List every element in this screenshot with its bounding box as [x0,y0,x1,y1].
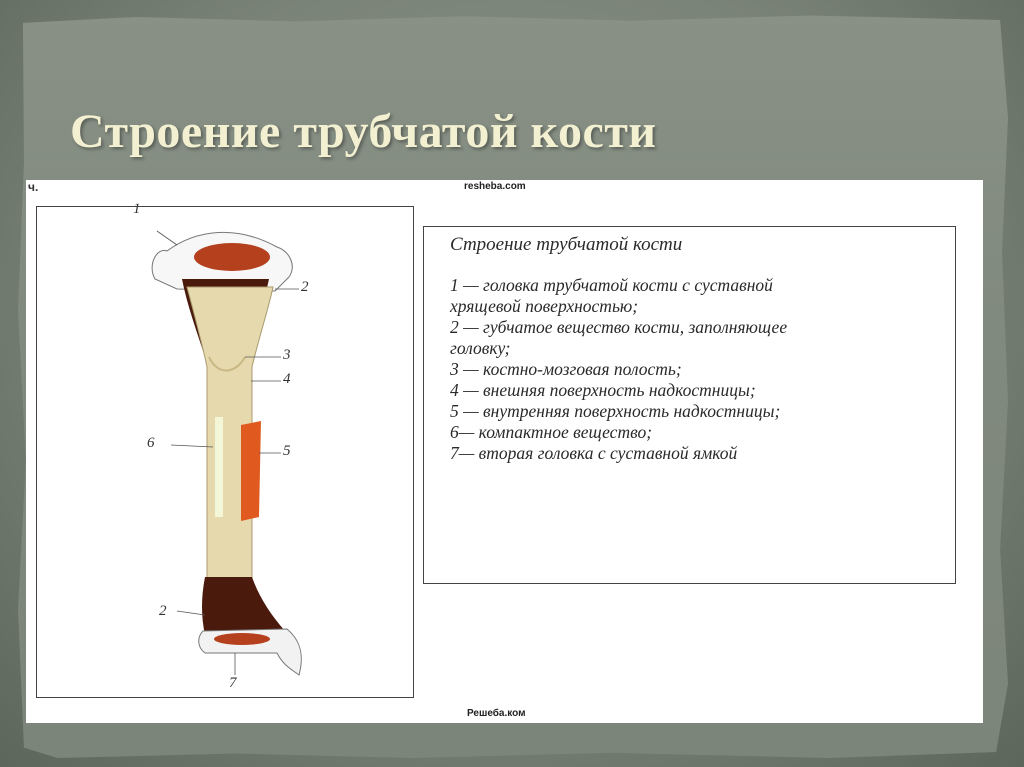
watermark-bottom: Решеба.ком [467,708,526,719]
compact-substance [215,417,223,517]
legend-line: 6— компактное вещество; [450,422,653,442]
legend-line: хрящевой поверхностью; [450,296,639,316]
bone-label: 7 [229,675,237,691]
slide-title: Строение трубчатой кости [70,105,657,158]
bone-diagram-frame [36,201,414,698]
bone-label: 4 [283,371,291,387]
legend-line: 4 — внешняя поверхность надкостницы; [450,380,756,400]
bone-label: 6 [147,435,155,451]
watermark-top: resheba.com [464,181,526,192]
legend-line: 7— вторая головка с суставной ямкой [450,443,738,463]
textbook-figure [26,180,983,723]
bone-label: 3 [283,347,291,363]
legend-line: 2 — губчатое вещество кости, заполняющее [450,317,788,337]
lower-red-marrow [214,633,270,645]
legend-heading: Строение трубчатой кости [450,234,683,255]
legend-line: головку; [450,338,511,358]
legend-line: 1 — головка трубчатой кости с суставной [450,275,773,295]
head-red-marrow [194,243,270,271]
lower-spongy-substance [202,577,285,635]
corner-mark: ч. [28,180,39,194]
legend-box [423,226,956,584]
bone-diagram [37,207,415,699]
legend-list [450,275,950,464]
legend-line: 3 — костно-мозговая полость; [450,359,682,379]
bone-label: 2 [301,279,309,295]
legend-line: 5 — внутренняя поверхность надкостницы; [450,401,781,421]
periosteum-patch [241,421,261,521]
bone-label: 2 [159,603,167,619]
bone-label: 1 [133,201,141,217]
bone-label: 5 [283,443,291,459]
